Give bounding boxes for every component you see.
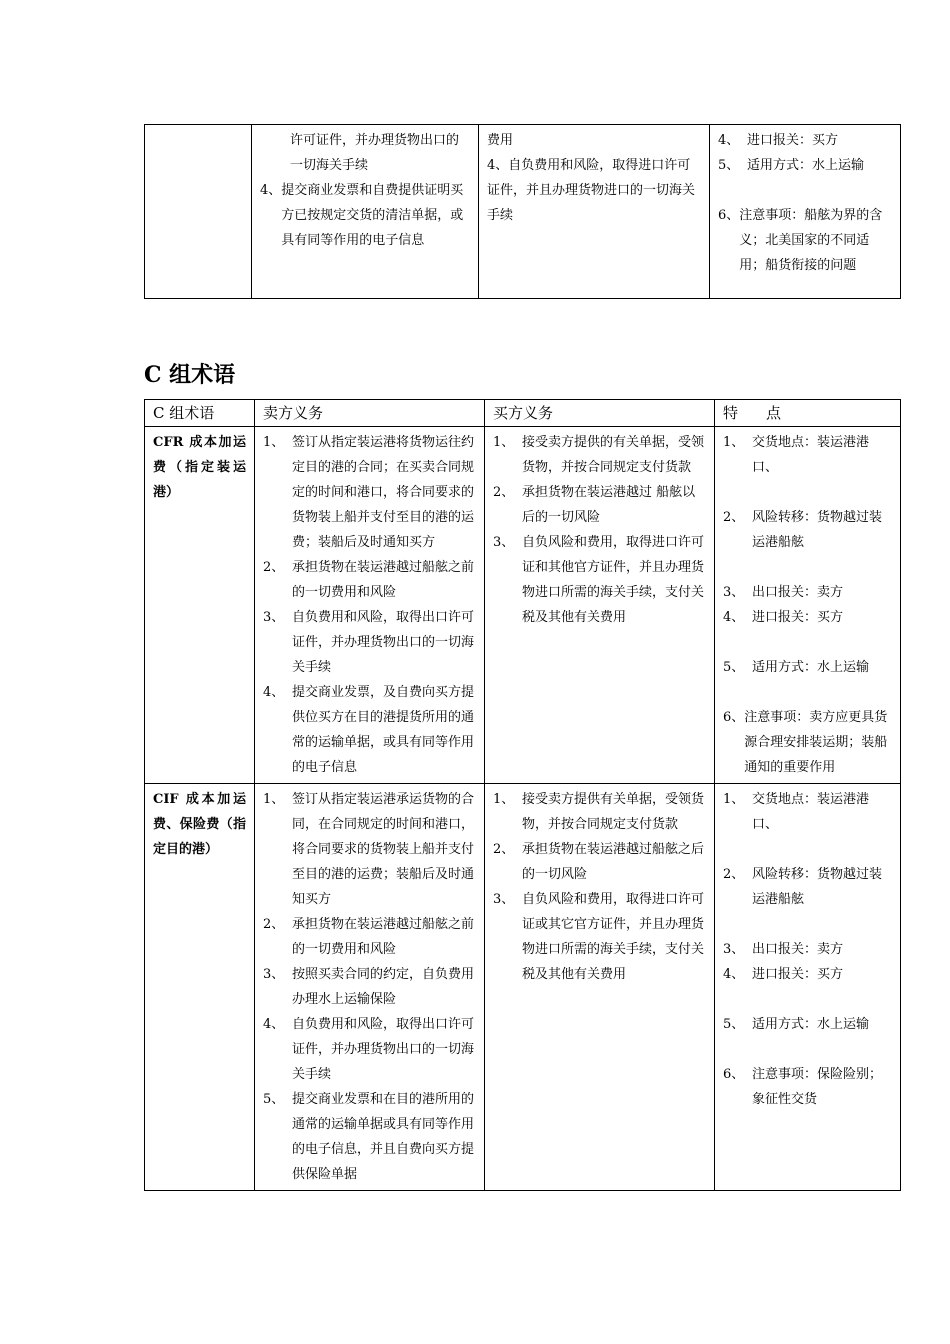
item-number: 3、: [263, 610, 285, 625]
seller-item: [263, 605, 476, 680]
item-text: 签订从指定装运港将货物运往约定目的港的合同；在买卖合同规定的时间和港口，将合同要求的货物装上船并支付至目的港的运费；装船后及时通知买方: [292, 435, 475, 550]
item-text: 自负风险和费用，取得进口许可证和其他官方证件，并且办理货物进口所需的海关手续，支付关税及其他有关费用: [522, 535, 705, 625]
item-text: 自负费用和风险，取得出口许可证件，并办理货物出口的一切海关手续: [292, 1017, 475, 1082]
seller-obligations-cell: [252, 125, 479, 299]
header-buyer: 买方义务: [485, 400, 715, 427]
seller-item: [263, 555, 476, 605]
item-number: 4、: [723, 610, 745, 625]
item-text: 进口报关：买方: [752, 967, 844, 982]
buyer-item: [493, 837, 706, 887]
item-text: 适用方式：水上运输: [752, 1017, 870, 1032]
item-text: 进口报关：买方: [752, 610, 844, 625]
c-group-terms-table: [144, 399, 901, 1191]
buyer-item: [493, 480, 706, 530]
buyer-item-cont: 费用: [487, 133, 514, 148]
feature-item: [718, 128, 892, 153]
item-number: 6、: [723, 710, 745, 725]
feature-item: [718, 203, 892, 278]
header-features: 特点: [715, 400, 901, 427]
buyer-item: 4、自负费用和风险，取得进口许可证件，并且办理货物进口的一切海关手续: [487, 158, 696, 223]
item-text: 自负风险和费用，取得进口许可证或其它官方证件，并且办理货物进口所需的海关手续，支付关税及其他有关费用: [522, 892, 705, 982]
item-text: 出口报关：卖方: [752, 942, 844, 957]
item-text: 风险转移：货物越过装运港船舷: [752, 510, 883, 550]
seller-item: [263, 912, 476, 962]
header-seller: 卖方义务: [255, 400, 485, 427]
header-term: C 组术语: [145, 400, 255, 427]
feature-item: [718, 153, 892, 178]
seller-item: [260, 178, 470, 253]
seller-obligations-cell: [255, 784, 485, 1191]
item-number: 3、: [723, 942, 745, 957]
buyer-obligations-cell: [485, 784, 715, 1191]
feature-item: [723, 580, 892, 605]
item-number: 1、: [263, 435, 285, 450]
table-row: [145, 125, 901, 299]
item-number: 3、: [493, 535, 515, 550]
item-number: 4、: [723, 967, 745, 982]
features-cell: [715, 784, 901, 1191]
item-text: 承担货物在装运港越过船舷之前的一切费用和风险: [292, 917, 475, 957]
item-number: 5、: [723, 1017, 745, 1032]
buyer-item: [493, 430, 706, 480]
table-row: [145, 427, 901, 784]
item-number: 2、: [723, 867, 745, 882]
item-text: 接受卖方提供有关单据，受领货物，并按合同规定支付货款: [522, 792, 705, 832]
features-cell: [715, 427, 901, 784]
item-number: 3、: [263, 967, 285, 982]
item-text: 自负费用和风险，取得出口许可证件，并办理货物出口的一切海关手续: [292, 610, 475, 675]
term-cell: [145, 125, 252, 299]
term-cell: CIF 成本加运费、保险费（指定目的港）: [145, 784, 255, 1191]
item-text: 提交商业发票和自费提供证明买方已按规定交货的清洁单据，或具有同等作用的电子信息: [281, 183, 464, 248]
seller-item: [263, 680, 476, 780]
item-number: 2、: [263, 917, 285, 932]
feature-item: [723, 962, 892, 987]
feature-item: [723, 605, 892, 630]
item-number: 2、: [263, 560, 285, 575]
item-text: 注意事项：卖方应更具货源合理安排装运期；装船通知的重要作用: [744, 710, 888, 775]
item-text: 交货地点：装运港港口、: [752, 435, 870, 475]
section-title: C 组术语: [144, 362, 236, 388]
seller-obligations-cell: [255, 427, 485, 784]
feature-item: [723, 430, 892, 480]
item-text: 适用方式：水上运输: [747, 158, 865, 173]
feature-item: [723, 787, 892, 837]
item-number: 5、: [718, 158, 740, 173]
table-header-row: [145, 400, 901, 427]
features-cell: [710, 125, 901, 299]
item-text: 按照买卖合同的约定，自负费用办理水上运输保险: [292, 967, 475, 1007]
table-row: [145, 784, 901, 1191]
item-number: 3、: [723, 585, 745, 600]
item-text: 进口报关：买方: [747, 133, 839, 148]
item-text: 提交商业发票，及自费向买方提供位买方在目的港提货所用的通常的运输单据，或具有同等作用的电子信息: [292, 685, 475, 775]
item-number: 1、: [493, 792, 515, 807]
item-number: 4、: [263, 1017, 285, 1032]
item-text: 交货地点：装运港港口、: [752, 792, 870, 832]
item-text: 承担货物在装运港越过船舷之前的一切费用和风险: [292, 560, 475, 600]
seller-item: [263, 962, 476, 1012]
item-text: 承担货物在装运港越过 船舷以后的一切风险: [522, 485, 696, 525]
item-number: 6、: [718, 208, 740, 223]
item-text: 注意事项：船舷为界的含义；北美国家的不同适用；船货衔接的问题: [739, 208, 883, 273]
seller-item: [263, 1087, 476, 1187]
item-text: 提交商业发票和在目的港所用的通常的运输单据或具有同等作用的电子信息，并且自费向买方提供保险单据: [292, 1092, 475, 1182]
feature-item: [723, 655, 892, 680]
item-number: 4、: [718, 133, 740, 148]
item-number: 1、: [263, 792, 285, 807]
item-text: 签订从指定装运港承运货物的合同，在合同规定的时间和港口，将合同要求的货物装上船并支付至目的港的运费；装船后及时通知买方: [292, 792, 475, 907]
feature-item: [723, 505, 892, 555]
buyer-item: [493, 530, 706, 630]
item-text: 出口报关：卖方: [752, 585, 844, 600]
item-number: 6、: [723, 1067, 745, 1082]
feature-item: [723, 1012, 892, 1037]
item-number: 2、: [493, 485, 515, 500]
item-number: 2、: [493, 842, 515, 857]
feature-item: [723, 937, 892, 962]
seller-item: [263, 1012, 476, 1087]
seller-item-cont: 许可证件，并办理货物出口的一切海关手续: [290, 133, 460, 173]
feature-item: [723, 1062, 892, 1112]
prev-terms-table: [144, 124, 901, 299]
item-text: 接受卖方提供的有关单据，受领货物，并按合同规定支付货款: [522, 435, 705, 475]
buyer-obligations-cell: [479, 125, 710, 299]
buyer-obligations-cell: [485, 427, 715, 784]
item-number: 1、: [723, 792, 745, 807]
item-text: 适用方式：水上运输: [752, 660, 870, 675]
feature-item: [723, 862, 892, 912]
item-number: 4、: [260, 183, 282, 198]
item-text: 风险转移：货物越过装运港船舷: [752, 867, 883, 907]
term-cell: CFR 成本加运费（指定装运港）: [145, 427, 255, 784]
item-number: 5、: [723, 660, 745, 675]
item-number: 1、: [493, 435, 515, 450]
item-text: 注意事项：保险险别；象征性交货: [752, 1067, 883, 1107]
item-text: 承担货物在装运港越过船舷之后的一切风险: [522, 842, 705, 882]
seller-item: [263, 787, 476, 912]
buyer-item: [493, 787, 706, 837]
seller-item: [263, 430, 476, 555]
feature-item: [723, 705, 892, 780]
item-number: 4、: [263, 685, 285, 700]
buyer-item: [493, 887, 706, 987]
item-number: 3、: [493, 892, 515, 907]
item-number: 5、: [263, 1092, 285, 1107]
item-number: 2、: [723, 510, 745, 525]
item-number: 1、: [723, 435, 745, 450]
